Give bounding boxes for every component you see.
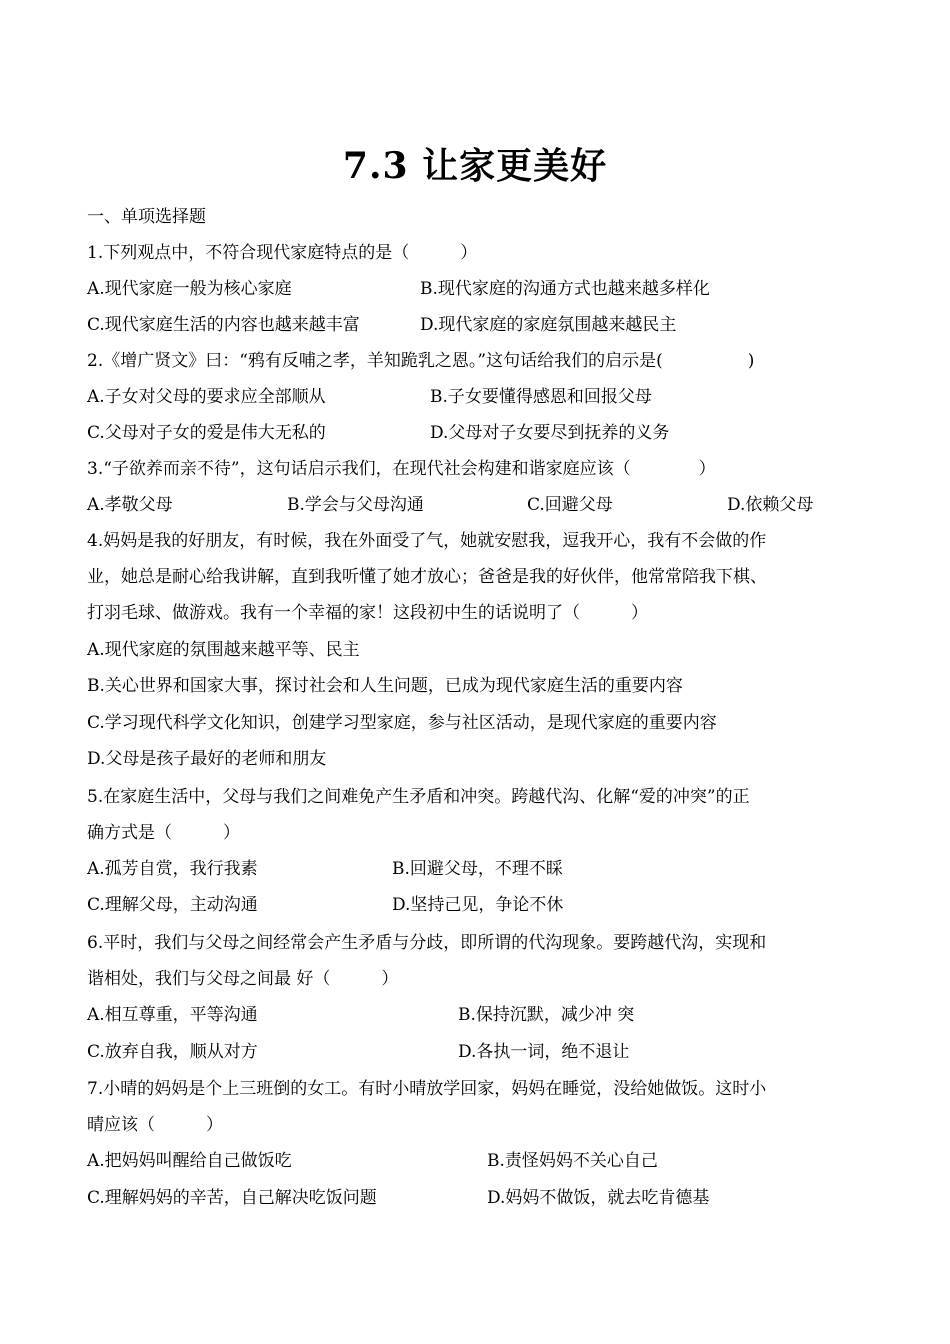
question-4-option-a: A.现代家庭的氛围越来越平等、民主	[87, 640, 360, 660]
question-7-option-d: D.妈妈不做饭，就去吃肯德基	[487, 1188, 710, 1208]
question-7-option-c: C.理解妈妈的辛苦，自己解决吃饭问题	[87, 1188, 377, 1208]
question-3-option-a: A.孝敬父母	[87, 495, 173, 515]
question-6-option-a: A.相互尊重，平等沟通	[87, 1005, 258, 1025]
question-2-stem: 2.《增广贤文》曰：“鸦有反哺之孝，羊知跪乳之恩。”这句话给我们的启示是( )	[87, 351, 755, 371]
question-5-stem-line-1: 5.在家庭生活中，父母与我们之间难免产生矛盾和冲突。跨越代沟、化解“爱的冲突”的正	[87, 787, 750, 807]
question-7-stem-line-1: 7.小晴的妈妈是个上三班倒的女工。有时小晴放学回家，妈妈在睡觉，没给她做饭。这时小	[87, 1079, 767, 1099]
question-5-option-d: D.坚持己见，争论不休	[392, 895, 564, 915]
question-4-option-d: D.父母是孩子最好的老师和朋友	[87, 749, 327, 769]
question-5-option-b: B.回避父母，不理不睬	[392, 859, 563, 879]
question-4-option-b: B.关心世界和国家大事，探讨社会和人生问题，已成为现代家庭生活的重要内容	[87, 676, 683, 696]
question-3-option-b: B.学会与父母沟通	[287, 495, 424, 515]
question-2-option-b: B.子女要懂得感恩和回报父母	[430, 387, 652, 407]
question-1-option-c: C.现代家庭生活的内容也越来越丰富	[87, 315, 360, 335]
question-6-option-d: D.各执一词，绝不退让	[458, 1042, 630, 1062]
question-1-option-b: B.现代家庭的沟通方式也越来越多样化	[420, 279, 710, 299]
question-1-option-a: A.现代家庭一般为核心家庭	[87, 279, 292, 299]
question-6-stem-line-1: 6.平时，我们与父母之间经常会产生矛盾与分歧，即所谓的代沟现象。要跨越代沟，实现和	[87, 933, 767, 953]
question-3-option-c: C.回避父母	[527, 495, 613, 515]
question-7-stem-line-2: 晴应该（ ）	[87, 1115, 223, 1135]
section-heading: 一、单项选择题	[87, 207, 206, 227]
question-5-stem-line-2: 确方式是（ ）	[87, 823, 240, 843]
question-7-option-b: B.责怪妈妈不关心自己	[487, 1151, 658, 1171]
question-2-option-c: C.父母对子女的爱是伟大无私的	[87, 423, 326, 443]
question-3-stem: 3.“子欲养而亲不待”，这句话启示我们，在现代社会构建和谐家庭应该（ ）	[87, 459, 716, 479]
question-4-option-c: C.学习现代科学文化知识，创建学习型家庭，参与社区活动，是现代家庭的重要内容	[87, 713, 717, 733]
question-5-option-a: A.孤芳自赏，我行我素	[87, 859, 258, 879]
question-7-option-a: A.把妈妈叫醒给自己做饭吃	[87, 1151, 292, 1171]
question-4-stem-line-1: 4.妈妈是我的好朋友，有时候，我在外面受了气，她就安慰我，逗我开心，我有不会做的作	[87, 531, 767, 551]
question-6-stem-line-2: 谐相处，我们与父母之间最 好（ ）	[87, 969, 399, 989]
question-4-stem-line-3: 打羽毛球、做游戏。我有一个幸福的家！这段初中生的话说明了（ ）	[87, 603, 648, 623]
page-title: 7.3 让家更美好	[342, 145, 608, 187]
question-5-option-c: C.理解父母，主动沟通	[87, 895, 258, 915]
question-6-option-b: B.保持沉默，减少冲 突	[458, 1005, 635, 1025]
question-2-option-a: A.子女对父母的要求应全部顺从	[87, 387, 326, 407]
question-4-stem-line-2: 业，她总是耐心给我讲解，直到我听懂了她才放心；爸爸是我的好伙伴，他常常陪我下棋、	[87, 567, 767, 587]
question-3-option-d: D.依赖父母	[727, 495, 814, 515]
question-1-stem: 1.下列观点中，不符合现代家庭特点的是（ ）	[87, 243, 478, 263]
question-1-option-d: D.现代家庭的家庭氛围越来越民主	[420, 315, 677, 335]
question-2-option-d: D.父母对子女要尽到抚养的义务	[430, 423, 670, 443]
question-6-option-c: C.放弃自我，顺从对方	[87, 1042, 258, 1062]
